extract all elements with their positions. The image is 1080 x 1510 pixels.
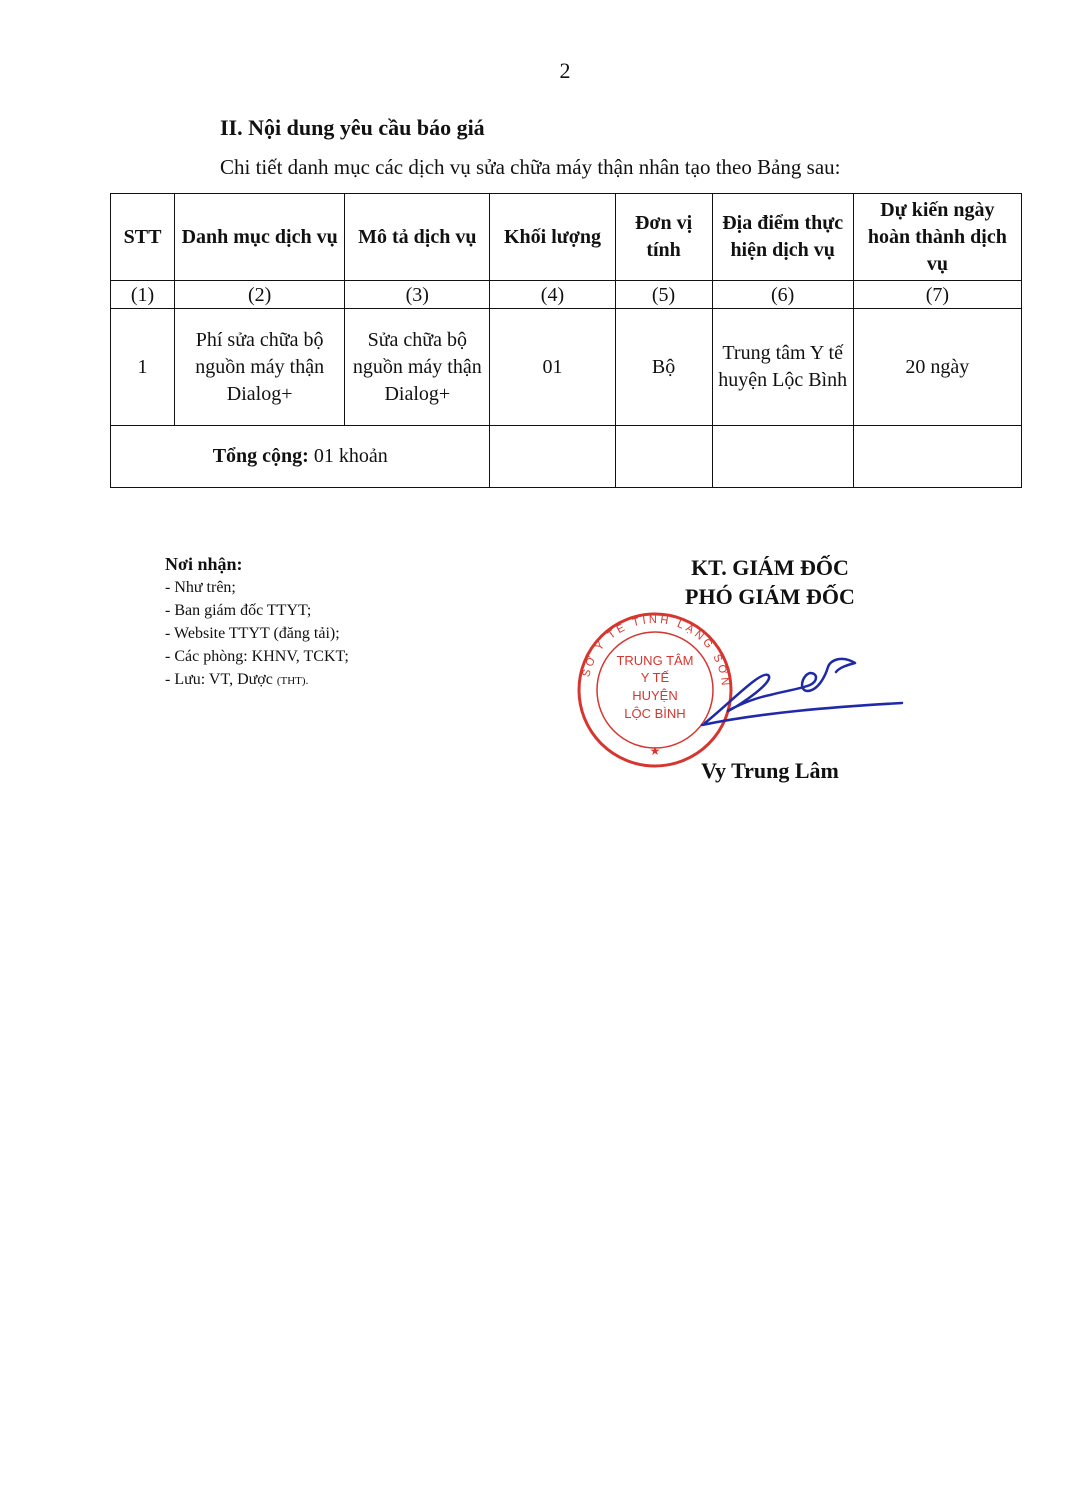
stamp-line: LỘC BÌNH <box>624 706 686 721</box>
total-cell <box>111 426 490 488</box>
section-title: II. Nội dung yêu cầu báo giá <box>220 115 485 140</box>
recipient-item: - Như trên; <box>165 579 236 596</box>
cell-location: Trung tâm Y tế huyện Lộc Bình <box>712 309 853 426</box>
index-cell: (6) <box>712 281 853 309</box>
total-label: Tổng cộng: <box>212 445 309 467</box>
header-unit: Đơn vị tính <box>615 194 712 281</box>
index-cell: (7) <box>853 281 1021 309</box>
header-location: Địa điểm thực hiện dịch vụ <box>712 194 853 281</box>
recipient-item: - Các phòng: KHNV, TCKT; <box>165 648 349 665</box>
cell-quantity: 01 <box>490 309 615 426</box>
recipients-heading: Nơi nhận: <box>165 554 243 574</box>
index-cell: (4) <box>490 281 615 309</box>
table-row <box>111 309 1022 426</box>
stamp-line: HUYỆN <box>632 688 678 703</box>
total-value: 01 khoản <box>313 445 388 467</box>
index-cell: (1) <box>111 281 175 309</box>
stamp-line: TRUNG TÂM <box>616 653 694 668</box>
recipient-item-note: (THT). <box>276 675 309 687</box>
svg-text:SỞ Y TẾ TỈNH LẠNG SƠN: SỞ Y TẾ TỈNH LẠNG SƠN <box>580 613 732 689</box>
recipients-block <box>165 553 349 693</box>
cell-service-category: Phí sửa chữa bộ nguồn máy thận Dialog+ <box>175 309 345 426</box>
header-stt: STT <box>111 194 175 281</box>
signature-title <box>600 553 940 611</box>
cell-unit: Bộ <box>615 309 712 426</box>
empty-cell <box>615 426 712 488</box>
index-cell: (2) <box>175 281 345 309</box>
signature-title-line1: KT. GIÁM ĐỐC <box>691 555 849 580</box>
cell-service-description: Sửa chữa bộ nguồn máy thận Dialog+ <box>345 309 490 426</box>
svg-text:★: ★ <box>649 744 661 758</box>
stamp-line: Y TẾ <box>640 670 670 685</box>
page-number: 2 <box>559 58 571 83</box>
cell-expected-completion: 20 ngày <box>853 309 1021 426</box>
intro-text: Chi tiết danh mục các dịch vụ sửa chữa máy thận nhân tạo theo Bảng sau: <box>220 155 841 179</box>
header-expected-completion: Dự kiến ngày hoàn thành dịch vụ <box>853 194 1021 281</box>
table-total-row <box>111 426 1022 488</box>
recipient-item: - Ban giám đốc TTYT; <box>165 602 312 619</box>
empty-cell <box>490 426 615 488</box>
header-service-category: Danh mục dịch vụ <box>175 194 345 281</box>
recipient-item: - Website TTYT (đăng tải); <box>165 625 340 642</box>
empty-cell <box>712 426 853 488</box>
header-service-description: Mô tả dịch vụ <box>345 194 490 281</box>
quotation-table <box>110 193 1022 488</box>
index-cell: (3) <box>345 281 490 309</box>
cell-stt: 1 <box>111 309 175 426</box>
table-index-row <box>111 281 1022 309</box>
handwritten-signature <box>690 645 910 735</box>
recipient-item <box>165 668 349 693</box>
recipient-item-text: - Lưu: VT, Dược <box>165 671 273 688</box>
signature-title-line2: PHÓ GIÁM ĐỐC <box>685 584 855 609</box>
table-header-row <box>111 194 1022 281</box>
header-quantity: Khối lượng <box>490 194 615 281</box>
signer-name: Vy Trung Lâm <box>701 758 839 783</box>
index-cell: (5) <box>615 281 712 309</box>
empty-cell <box>853 426 1021 488</box>
